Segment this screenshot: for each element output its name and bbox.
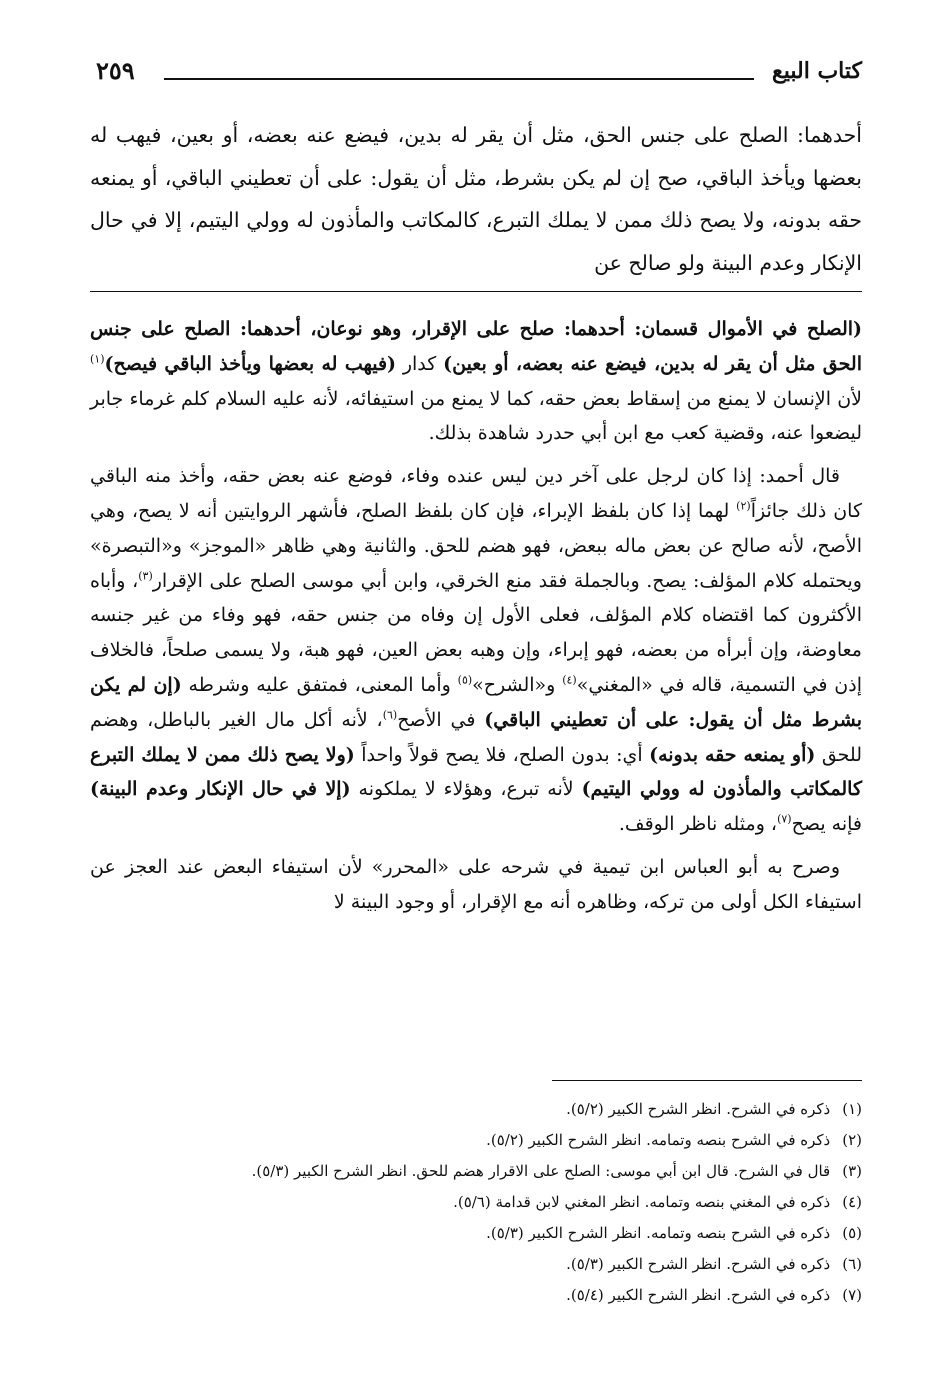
footnote-text: ذكره في الشرح. انظر الشرح الكبير (٥/٣). — [566, 1255, 831, 1273]
commentary-text: قال أحمد: إذا كان لرجل على آخر دين ليس عنده وفاء، فوضع عنه بعض حقه، وأخذ منه الباقي كان ذلك جائزاً — [90, 465, 862, 522]
commentary-text: في الأصح — [397, 708, 485, 731]
page-number: ٢٥٩ — [96, 56, 135, 85]
commentary-paragraph-3: وصرح به أبو العباس ابن تيمية في شرحه على «المحرر» لأن استيفاء البعض عند العجز عن استيفاء الكل أولى من تركه، وظاهره أنه مع الإقرار، أو وجود البينة لا — [90, 855, 862, 913]
commentary-text: لهما إذا كان بلفظ الإبراء، فإن كان بلفظ الصلح، فأشهر الروايتين أنه لا يصح، وهي الأصح، لأنه صالح عن بعض ماله ببعض، فهو هضم للحق. والثانية وهي ظاهر «الموجز» و«التبصرة» ويحتمله كلام المؤلف: يصح. وبالجملة فقد منع الخرقي، وابن أبي موسى الصلح على الإقرار — [90, 499, 862, 592]
footnote-number: (٦) — [842, 1255, 862, 1273]
footnote-ref: (٦) — [382, 708, 398, 722]
commentary-text: و«الشرح» — [472, 673, 563, 696]
text-separator-rule — [90, 291, 862, 292]
main-text: أحدهما: الصلح على جنس الحق، مثل أن يقر له بدين، فيضع عنه بعضه، أو بعين، فيهب له بعضها ويأخذ الباقي، صح إن لم يكن بشرط، مثل أن يقول: على أن تعطيني الباقي، أو يمنعه حقه بدونه، ولا يصح ذلك ممن لا يملك التبرع، كالمكاتب والمأذون له وولي اليتيم، إلا في حال الإنكار وعدم البينة ولو صالح عن — [90, 123, 862, 275]
footnote — [90, 1218, 862, 1249]
footnote-text: ذكره في المغني بنصه وتمامه. انظر المغني لابن قدامة (٥/٦). — [453, 1193, 831, 1211]
header-rule — [164, 78, 754, 80]
footnote — [90, 1280, 862, 1311]
commentary — [90, 312, 862, 928]
running-title: كتاب البيع — [772, 58, 862, 84]
quoted-matn: (ولا يصح ذلك ممن لا يملك التبرع كالمكاتب والمأذون له وولي اليتيم) — [90, 743, 862, 801]
commentary-text: أي: بدون الصلح، فلا يصح قولاً واحداً — [354, 743, 650, 766]
footnote — [90, 1094, 862, 1125]
quoted-matn: (إلا في حال الإنكار وعدم البينة) — [90, 778, 351, 801]
footnote-ref: (٥) — [457, 673, 473, 687]
footnotes — [90, 1094, 862, 1311]
footnote — [90, 1125, 862, 1156]
commentary-text: ، ومثله ناظر الوقف. — [618, 813, 778, 836]
footnote-ref: (٣) — [138, 569, 153, 583]
quoted-matn: (إن لم يكن بشرط مثل أن يقول: على أن تعطيني الباقي) — [90, 673, 863, 731]
footnote-number: (٥) — [842, 1224, 862, 1242]
commentary-paragraph-2 — [90, 459, 862, 842]
quoted-matn: (أو يمنعه حقه بدونه) — [649, 743, 816, 766]
footnote-number: (٤) — [842, 1193, 862, 1211]
commentary-text: ، لأنه أكل مال الغير بالباطل، وهضم للحق — [90, 708, 863, 766]
footnote-ref: (١) — [90, 352, 105, 366]
quoted-matn: (الصلح في الأموال قسمان: أحدهما: صلح على الإقرار، وهو نوعان، أحدهما: الصلح على جنس الحق مثل أن يقر له بدين، فيضع عنه بعضه، أو بعين) — [90, 318, 862, 375]
footnote — [90, 1156, 862, 1187]
footnote-text: ذكره في الشرح بنصه وتمامه. انظر الشرح الكبير (٥/٢). — [486, 1131, 831, 1149]
footnote — [90, 1249, 862, 1280]
commentary-text: فإنه يصح — [791, 813, 862, 836]
quoted-matn: (فيهب له بعضها ويأخذ الباقي فيصح) — [104, 352, 397, 375]
commentary-text: كدار — [396, 352, 444, 375]
footnote-number: (٧) — [842, 1286, 862, 1304]
footnote-text: ذكره في الشرح. انظر الشرح الكبير (٥/٢). — [566, 1100, 831, 1118]
footnote-text: ذكره في الشرح بنصه وتمامه. انظر الشرح الكبير (٥/٣). — [486, 1224, 831, 1242]
footnote — [90, 1187, 862, 1218]
footnote-ref: (٧) — [777, 812, 792, 826]
commentary-paragraph-1 — [90, 312, 862, 451]
commentary-text: لأنه تبرع، وهؤلاء لا يملكونه — [350, 778, 582, 801]
commentary-text: ، وأباه الأكثرون كما اقتضاه كلام المؤلف، فعلى الأول إن وفاه من جنس حقه، فهو وفاء من غير جنسه معاوضة، وإن أبرأه من بعضه، فهو إبراء، وإن وهبه بعض العين، فهو هبة، ولا يسمى صلحاً، فالخلاف إذن في التسمية، قاله في «المغني» — [90, 569, 862, 696]
commentary-text: لأن الإنسان لا يمنع من إسقاط بعض حقه، كما لا يمنع من استيفائه، لأنه عليه السلام كلم غرماء جابر ليضعوا عنه، وقضية كعب مع ابن أبي حدرد شاهدة بذلك. — [90, 387, 862, 445]
footnote-rule — [552, 1080, 862, 1081]
page-header — [96, 52, 862, 96]
footnote-number: (٢) — [842, 1131, 862, 1149]
footnote-text: قال في الشرح. قال ابن أبي موسى: الصلح على الاقرار هضم للحق. انظر الشرح الكبير (٥/٣). — [251, 1162, 831, 1180]
commentary-text: وأما المعنى، فمتفق عليه وشرطه — [181, 673, 458, 696]
footnote-ref: (٢) — [736, 499, 751, 513]
footnote-number: (٣) — [842, 1162, 862, 1180]
footnote-ref: (٤) — [562, 673, 577, 687]
footnote-text: ذكره في الشرح. انظر الشرح الكبير (٥/٤). — [566, 1286, 831, 1304]
footnote-number: (١) — [842, 1100, 862, 1118]
